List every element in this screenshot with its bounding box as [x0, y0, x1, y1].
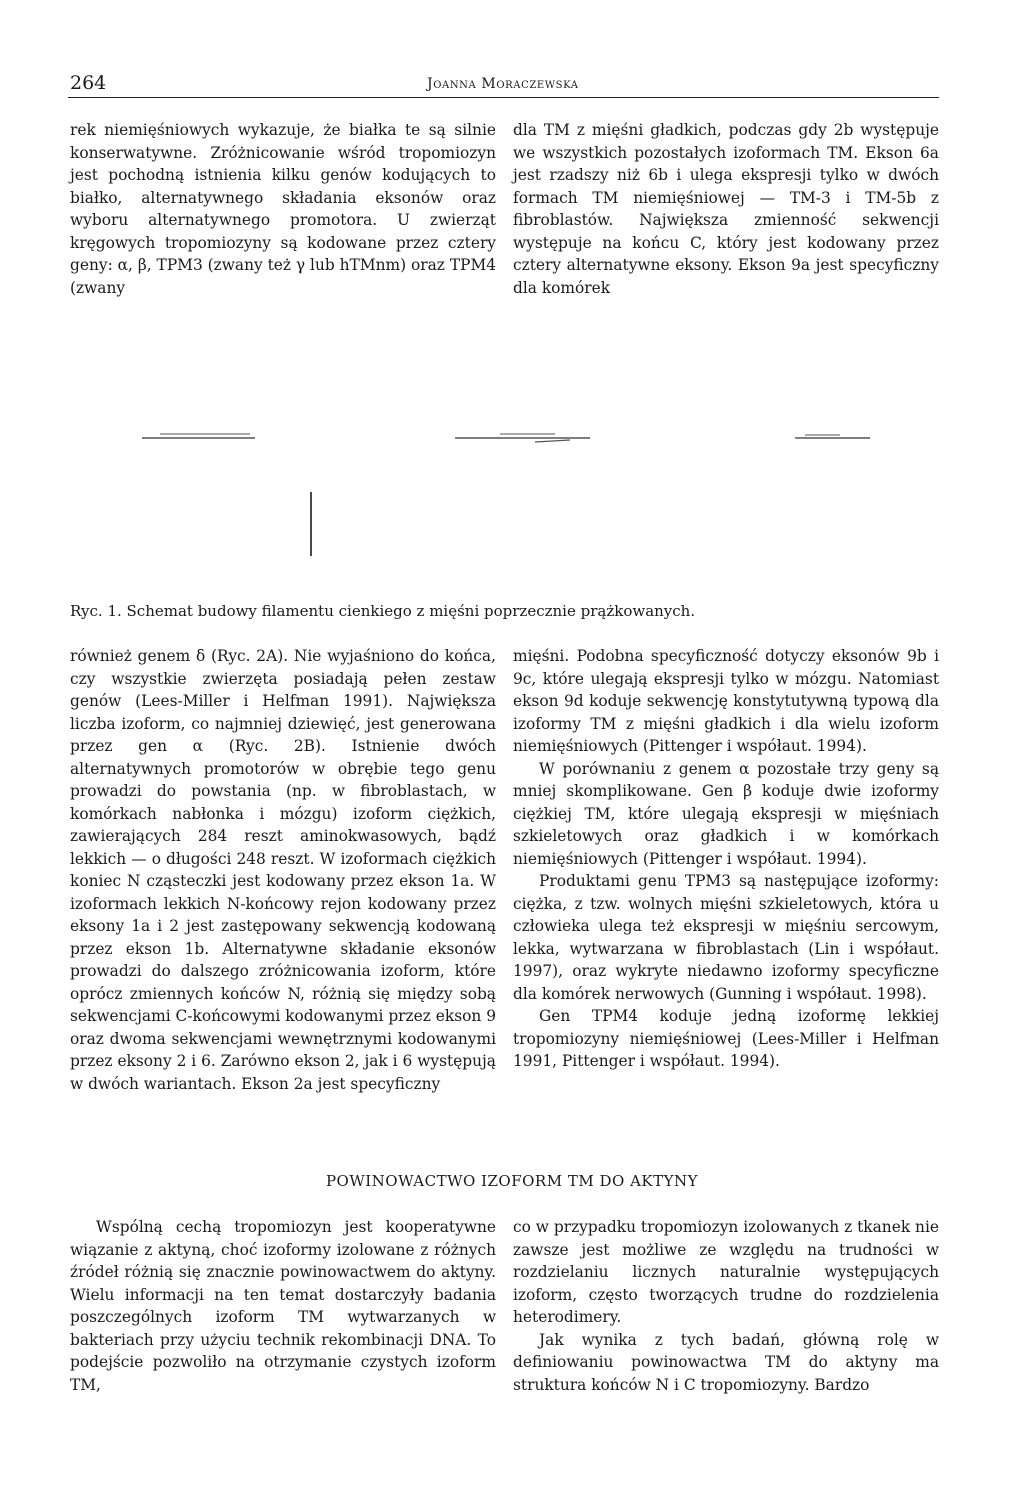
top-right-column: [513, 119, 939, 299]
page-number: 264: [70, 72, 107, 94]
middle-left-column: [70, 645, 496, 1095]
paragraph: mięśni. Podobna specyficzność dotyczy eksonów 9b i 9c, które ulegają ekspresji tylko w mózgu. Natomiast ekson 9d koduje sekwencję konstytutywną typową dla izoformy TM z mięśni gładkich i dla wielu izoform niemięśniowych (Pittenger i współaut. 1994).: [513, 647, 939, 755]
paragraph: W porównaniu z genem α pozostałe trzy geny są mniej skomplikowane. Gen β koduje dwie izoformy ciężkiej TM, które ulegają ekspresji w mięśniach szkieletowych oraz gładkich i w komórkach niemięśniowych (Pittenger i współaut. 1994).: [513, 759, 939, 868]
paragraph: dla TM z mięśni gładkich, podczas gdy 2b występuje we wszystkich pozostałych izoformach TM. Ekson 6a jest rzadszy niż 6b i ulega ekspresji tylko w dwóch formach TM niemięśniowej — TM-3 i TM-5b z fibroblastów. Największa zmienność sekwencji występuje na końcu C, który jest kodowany przez cztery alternatywne eksony. Ekson 9a jest specyficzny dla komórek: [513, 121, 939, 297]
middle-right-column: [513, 645, 939, 1073]
header-rule: [68, 97, 939, 98]
paragraph: co w przypadku tropomiozyn izolowanych z tkanek nie zawsze jest możliwe ze względu na trudności w rozdzielaniu licznych naturalnie występujących izoform, często tworzących trudne do rozdzielenia heterodimery.: [513, 1218, 939, 1326]
figure-thin-filament-schematic: [70, 330, 939, 600]
paragraph: Gen TPM4 koduje jedną izoformę lekkiej tropomiozyny niemięśniowej (Lees-Miller i Helfman 1991, Pittenger i współaut. 1994).: [513, 1007, 939, 1070]
top-left-column: [70, 119, 496, 299]
section-title: POWINOWACTWO IZOFORM TM DO AKTYNY: [325, 1172, 699, 1190]
paragraph: Produktami genu TPM3 są następujące izoformy: ciężka, z tzw. wolnych mięśni szkieletowych, która u człowieka ulega też ekspresji w mięśniu sercowym, lekka, wytwarzana w fibroblastach (Lin i współaut. 1997), oraz wykryte niedawno izoformy specyficzne dla komórek nerwowych (Gunning i współaut. 1998).: [513, 872, 939, 1003]
figure-caption: Ryc. 1. Schemat budowy filamentu cienkiego z mięśni poprzecznie prążkowanych.: [70, 602, 696, 620]
bottom-right-column: [513, 1216, 939, 1396]
paragraph: Jak wynika z tych badań, główną rolę w definiowaniu powinowactwa TM do aktyny ma struktura końców N i C tropomiozyny. Bardzo: [513, 1330, 939, 1394]
paragraph: rek niemięśniowych wykazuje, że białka te są silnie konserwatywne. Zróżnicowanie wśród tropomiozyn jest pochodną istnienia kilku genów kodujących to białko, alternatywnego składania eksonów oraz wyboru alternatywnego promotora. U zwierząt kręgowych tropomiozyny są kodowane przez cztery geny: α, β, TPM3 (zwany też γ lub hTMnm) oraz TPM4 (zwany: [70, 121, 496, 297]
running-head-author: Joanna Moraczewska: [427, 76, 579, 92]
paragraph: również genem δ (Ryc. 2A). Nie wyjaśniono do końca, czy wszystkie zwierzęta posiadają pełen zestaw genów (Lees-Miller i Helfman 1991). Największa liczba izoform, co najmniej dziewięć, jest generowana przez gen α (Ryc. 2B). Istnienie dwóch alternatywnych promotorów w obrębie tego genu prowadzi do powstania (np. w fibroblastach, w komórkach nabłonka i mózgu) izoform ciężkich, zawierających 284 reszt aminokwasowych, bądź lekkich — o długości 248 reszt. W izoformach ciężkich koniec N cząsteczki jest kodowany przez ekson 1a. W izoformach lekkich N-końcowy rejon kodowany przez eksony 1a i 2 jest zastępowany sekwencją kodowaną przez ekson 1b. Alternatywne składanie eksonów prowadzi do dalszego zróżnicowania izoform, które oprócz zmiennych końców N, różnią się między sobą sekwencjami C-końcowymi kodowanymi przez ekson 9 oraz dwoma sekwencjami wewnętrznymi kodowanymi przez eksony 2 i 6. Zarówno ekson 2, jak i 6 występują w dwóch wariantach. Ekson 2a jest specyficzny: [70, 647, 496, 1093]
bottom-left-column: [70, 1216, 496, 1396]
paragraph: Wspólną cechą tropomiozyn jest kooperatywne wiązanie z aktyną, choć izoformy izolowane z różnych źródeł różnią się znacznie powinowactwem do aktyny. Wielu informacji na ten temat dostarczyły badania poszczególnych izoform TM wytwarzanych w bakteriach przy użyciu technik rekombinacji DNA. To podejście pozwoliło na otrzymanie czystych izoform TM,: [70, 1218, 496, 1394]
